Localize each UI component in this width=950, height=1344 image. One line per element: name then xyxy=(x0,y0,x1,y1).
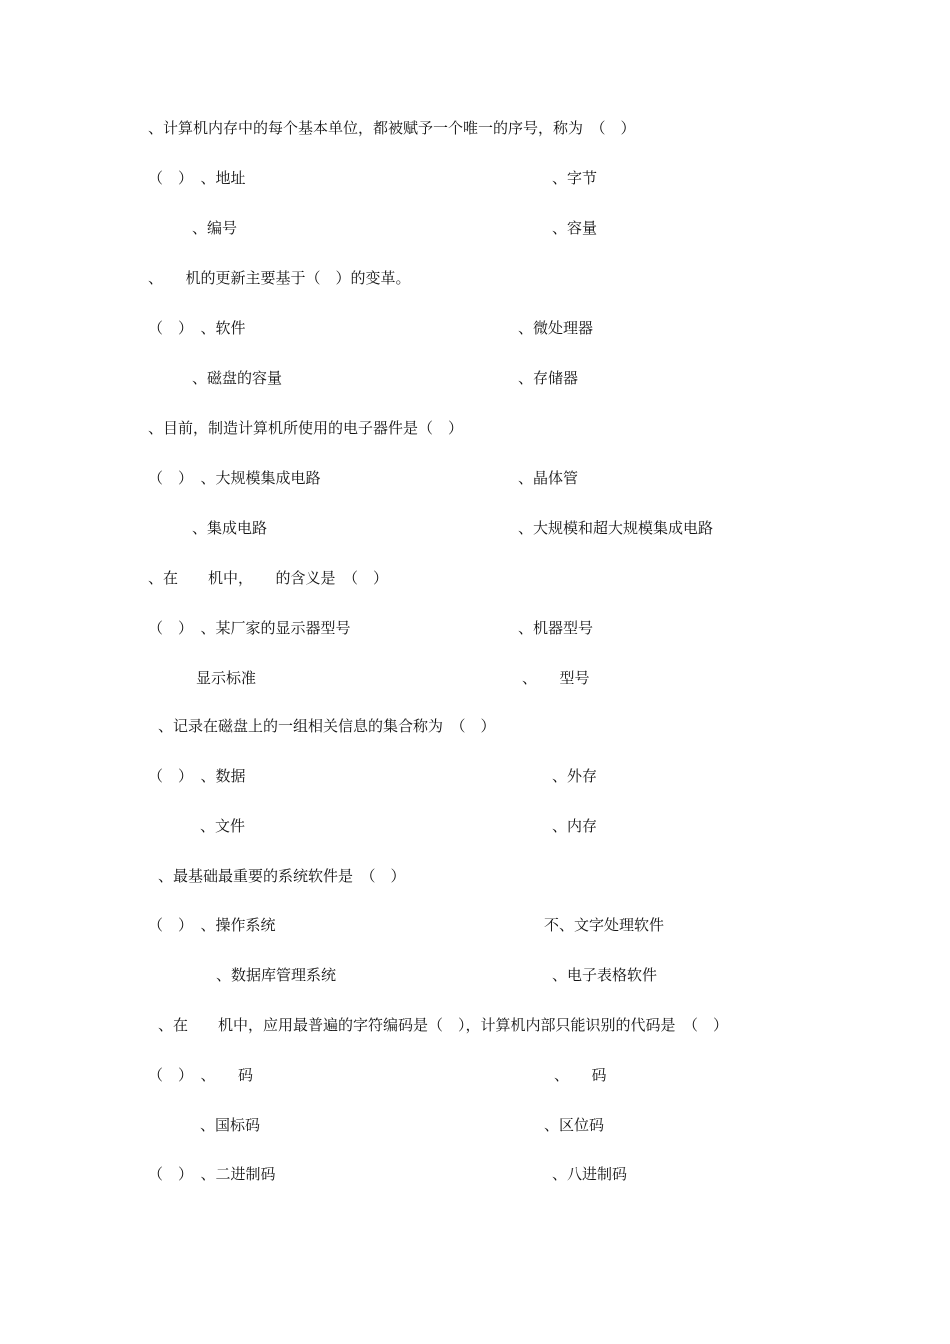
question-2-options-row-1 xyxy=(0,316,950,340)
question-7-option-e: （ ） 、二进制码 xyxy=(148,1165,276,1183)
question-6-options-row-2 xyxy=(0,963,950,987)
question-3-option-d: 、大规模和超大规模集成电路 xyxy=(518,519,714,537)
question-7-option-a: （ ） 、 码 xyxy=(148,1066,254,1084)
question-1-option-c: 、编号 xyxy=(192,219,238,237)
question-5-option-b: 、外存 xyxy=(552,767,598,785)
question-3-options-row-2 xyxy=(0,516,950,540)
question-3-option-a: （ ） 、大规模集成电路 xyxy=(148,469,321,487)
question-2-stem-line xyxy=(0,266,950,290)
question-7-option-f: 、八进制码 xyxy=(552,1165,628,1183)
question-5-stem: 、记录在磁盘上的一组相关信息的集合称为 （ ） xyxy=(158,717,496,735)
question-7-options-row-1 xyxy=(0,1063,950,1087)
question-5-option-c: 、文件 xyxy=(200,817,246,835)
question-7-stem: 、在 机中，应用最普遍的字符编码是（ ），计算机内部只能识别的代码是 （ ） xyxy=(158,1016,729,1034)
question-5-options-row-1 xyxy=(0,764,950,788)
question-4-option-c: 显示标准 xyxy=(196,669,257,687)
question-1-options-row-1 xyxy=(0,166,950,190)
question-1-stem-line xyxy=(0,116,950,140)
question-2-option-a: （ ） 、软件 xyxy=(148,319,246,337)
question-2-option-d: 、存储器 xyxy=(518,369,579,387)
question-1-options-row-2 xyxy=(0,216,950,240)
question-4-options-row-1 xyxy=(0,616,950,640)
question-4-stem: 、在 机中， 的含义是 （ ） xyxy=(148,569,389,587)
question-1-option-b: 、字节 xyxy=(552,169,598,187)
question-7-options-row-3 xyxy=(0,1162,950,1186)
question-1-stem: 、计算机内存中的每个基本单位，都被赋予一个唯一的序号，称为 （ ） xyxy=(148,119,636,137)
question-6-stem-line xyxy=(0,864,950,888)
question-6-option-a: （ ） 、操作系统 xyxy=(148,916,276,934)
question-2-option-b: 、微处理器 xyxy=(518,319,594,337)
question-1-option-a: （ ） 、地址 xyxy=(148,169,246,187)
question-3-stem: 、目前，制造计算机所使用的电子器件是（ ） xyxy=(148,419,464,437)
question-7-option-d: 、区位码 xyxy=(544,1116,605,1134)
question-5-option-a: （ ） 、数据 xyxy=(148,767,246,785)
question-2-option-c: 、磁盘的容量 xyxy=(192,369,283,387)
question-6-option-c: 、数据库管理系统 xyxy=(216,966,337,984)
question-4-option-b: 、机器型号 xyxy=(518,619,594,637)
question-4-stem-line xyxy=(0,566,950,590)
question-6-option-b: 不、文字处理软件 xyxy=(544,916,665,934)
question-5-stem-line xyxy=(0,714,950,738)
question-3-stem-line xyxy=(0,416,950,440)
question-6-option-d: 、电子表格软件 xyxy=(552,966,658,984)
question-2-stem: 、 机的更新主要基于（ ）的变革。 xyxy=(148,269,411,287)
question-4-option-d: 、 型号 xyxy=(522,669,590,687)
question-4-options-row-2 xyxy=(0,666,950,690)
question-1-option-d: 、容量 xyxy=(552,219,598,237)
question-6-options-row-1 xyxy=(0,913,950,937)
question-3-option-c: 、集成电路 xyxy=(192,519,268,537)
question-6-stem: 、最基础最重要的系统软件是 （ ） xyxy=(158,867,406,885)
question-5-options-row-2 xyxy=(0,814,950,838)
question-2-options-row-2 xyxy=(0,366,950,390)
question-3-option-b: 、晶体管 xyxy=(518,469,579,487)
question-7-option-b: 、 码 xyxy=(554,1066,607,1084)
question-7-option-c: 、国标码 xyxy=(200,1116,261,1134)
question-3-options-row-1 xyxy=(0,466,950,490)
question-7-stem-line xyxy=(0,1013,950,1037)
question-5-option-d: 、内存 xyxy=(552,817,598,835)
question-7-options-row-2 xyxy=(0,1113,950,1137)
question-4-option-a: （ ） 、某厂家的显示器型号 xyxy=(148,619,351,637)
